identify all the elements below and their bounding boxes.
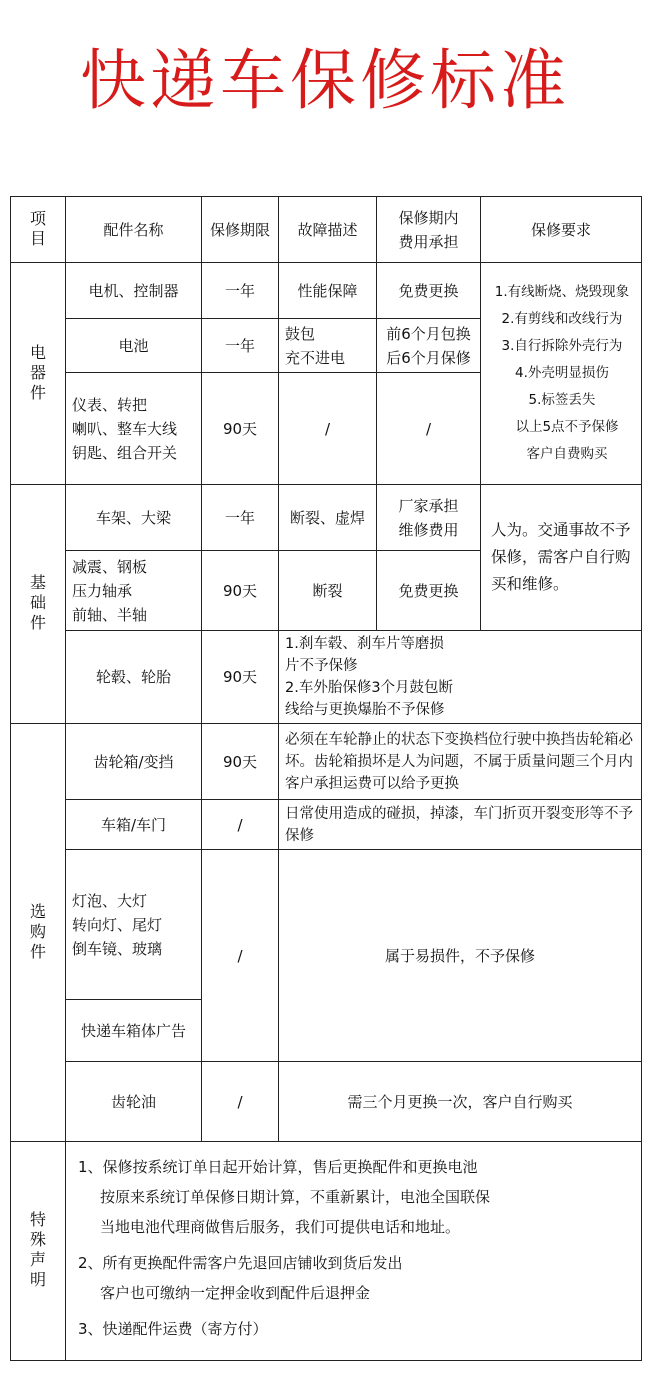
requirement-basic: 人为。交通事故不予保修，需客户自行购买和维修。 — [481, 485, 642, 631]
fault-description: 1.刹车毂、刹车片等磨损 片不予保修 2.车外胎保修3个月鼓包断 线给与更换爆胎不予保修 — [279, 631, 642, 724]
statement-line: 2、所有更换配件需客户先退回店铺收到货后发出 — [78, 1254, 403, 1272]
warranty-period: 一年 — [202, 319, 279, 373]
category-electrical: 电器件 — [11, 263, 66, 485]
table-row — [11, 1142, 642, 1361]
part-name: 车架、大梁 — [66, 485, 202, 551]
warranty-table — [10, 196, 642, 1361]
cost-bearing: 前6个月包换 后6个月保修 — [377, 319, 481, 373]
warranty-period: 一年 — [202, 485, 279, 551]
table-row — [11, 485, 642, 551]
table-row — [11, 263, 642, 319]
part-name: 减震、钢板 压力轴承 前轴、半轴 — [66, 551, 202, 631]
cost-bearing: 免费更换 — [377, 551, 481, 631]
fault-description: 属于易损件，不予保修 — [279, 850, 642, 1062]
fault-description: 鼓包 充不进电 — [279, 319, 377, 373]
warranty-period: 90天 — [202, 373, 279, 485]
header-period: 保修期限 — [202, 197, 279, 263]
header-requirement: 保修要求 — [481, 197, 642, 263]
requirement-electrical: 1.有线断烧、烧毁现象 2.有剪线和改线行为 3.自行拆除外壳行为 4.外壳明显损伤 5.标签丢失 以上5点不予保修 客户自费购买 — [481, 263, 642, 485]
fault-description: 性能保障 — [279, 263, 377, 319]
warranty-period: / — [202, 850, 279, 1062]
cost-bearing: 免费更换 — [377, 263, 481, 319]
category-basic: 基础件 — [11, 485, 66, 724]
part-name: 快递车箱体广告 — [66, 1000, 202, 1062]
header-cost: 保修期内 费用承担 — [377, 197, 481, 263]
header-part-name: 配件名称 — [66, 197, 202, 263]
header-item: 项目 — [11, 197, 66, 263]
fault-description: 必须在车轮静止的状态下变换档位行驶中换挡齿轮箱必坏。齿轮箱损坏是人为问题，不属于质量问题三个月内客户承担运费可以给予更换 — [279, 724, 642, 800]
warranty-period: 90天 — [202, 631, 279, 724]
part-name: 轮毂、轮胎 — [66, 631, 202, 724]
table-row — [11, 631, 642, 724]
warranty-period: 90天 — [202, 724, 279, 800]
table-row — [11, 724, 642, 800]
fault-description: 日常使用造成的碰损，掉漆，车门折页开裂变形等不予保修 — [279, 800, 642, 850]
statement-line: 3、快递配件运费（寄方付） — [78, 1320, 268, 1338]
table-row — [11, 850, 642, 1000]
part-name: 齿轮油 — [66, 1062, 202, 1142]
fault-description: 断裂 — [279, 551, 377, 631]
special-statement — [66, 1142, 642, 1361]
statement-line: 当地电池代理商做售后服务，我们可提供电话和地址。 — [100, 1218, 461, 1236]
warranty-period: 90天 — [202, 551, 279, 631]
page-title: 快递车保修标准 — [80, 42, 570, 119]
cost-bearing: / — [377, 373, 481, 485]
table-row — [11, 1062, 642, 1142]
part-name: 车箱/车门 — [66, 800, 202, 850]
category-special: 特殊声明 — [11, 1142, 66, 1361]
part-name: 齿轮箱/变挡 — [66, 724, 202, 800]
category-optional: 选购件 — [11, 724, 66, 1142]
header-row — [11, 197, 642, 263]
statement-line: 客户也可缴纳一定押金收到配件后退押金 — [100, 1284, 371, 1302]
warranty-period: 一年 — [202, 263, 279, 319]
fault-description: 断裂、虚焊 — [279, 485, 377, 551]
header-fault: 故障描述 — [279, 197, 377, 263]
part-name: 电机、控制器 — [66, 263, 202, 319]
statement-line: 1、保修按系统订单日起开始计算，售后更换配件和更换电池 — [78, 1158, 478, 1176]
fault-description: / — [279, 373, 377, 485]
warranty-period: / — [202, 800, 279, 850]
fault-description: 需三个月更换一次，客户自行购买 — [279, 1062, 642, 1142]
cost-bearing: 厂家承担 维修费用 — [377, 485, 481, 551]
table-row — [11, 800, 642, 850]
part-name: 电池 — [66, 319, 202, 373]
part-name: 灯泡、大灯 转向灯、尾灯 倒车镜、玻璃 — [66, 850, 202, 1000]
statement-line: 按原来系统订单保修日期计算，不重新累计，电池全国联保 — [100, 1188, 491, 1206]
warranty-period: / — [202, 1062, 279, 1142]
part-name: 仪表、转把 喇叭、整车大线 钥匙、组合开关 — [66, 373, 202, 485]
